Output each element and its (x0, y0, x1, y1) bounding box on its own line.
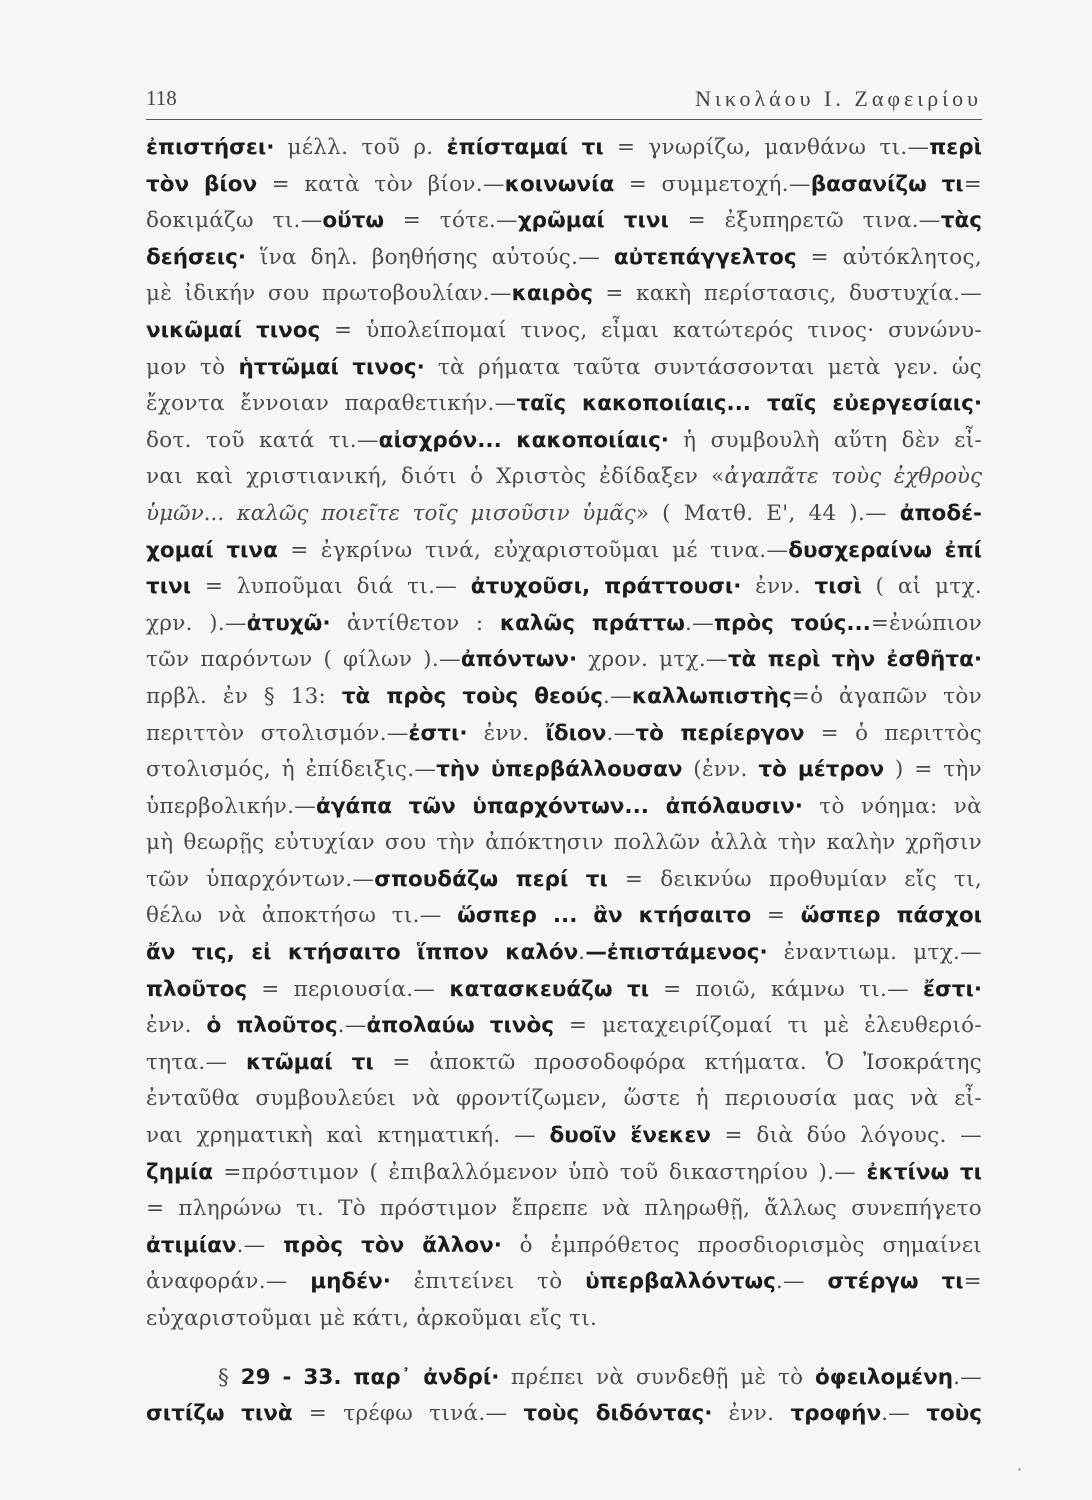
gloss-text: περιττὸν στολισμόν.— (146, 720, 409, 746)
text-line (146, 130, 982, 167)
gloss-text: ναι καὶ χριστιανική, διότι ὁ Χριστὸς ἐδίδαξεν « (146, 464, 725, 490)
gloss-text: εὐχαριστοῦμαι μὲ κάτι, ἀρκοῦμαι εἴς τι. (146, 1306, 598, 1331)
text-line (146, 606, 982, 643)
gloss-text: = συμμετοχή.— (614, 171, 811, 197)
gloss-text: » ( Ματθ. Ε', 44 ).— (635, 500, 900, 526)
gloss-text: = αὐτόκλητος, (796, 244, 982, 270)
lemma-term: δυσχεραίνω ἐπί (788, 537, 983, 563)
lemma-term: ἀγάπα τῶν ὑπαρχόντων... ἀπόλαυσιν· (316, 793, 803, 819)
gloss-text: = ὁ περιττὸς (804, 720, 983, 746)
lemma-term: ὑπερβαλλόντως (585, 1269, 776, 1295)
gloss-text: μον τὸ (146, 354, 239, 380)
gloss-text: ναι χρηματικὴ καὶ κτηματική. — (146, 1123, 550, 1149)
lemma-term: καλῶς πράττω (499, 610, 685, 636)
gloss-text: τὸ νόημα: νὰ (802, 793, 982, 819)
gloss-text: ἐνταῦθα συμβουλεύει νὰ φροντίζωμεν, ὥστε ἡ περιουσία μας νὰ εἶ- (146, 1086, 982, 1112)
quoted-text: ἀγαπᾶτε τοὺς ἐχθροὺς (724, 464, 983, 490)
text-line (146, 1008, 982, 1045)
gloss-text: ἔχοντα ἔννοιαν παραθετικήν.— (146, 391, 517, 417)
lemma-term: νικῶμαί τινος (146, 317, 321, 343)
lemma-term: ἄν τις, εἰ κτήσαιτο ἵππον καλόν (146, 940, 579, 966)
lemma-term: τὰ πρὸς τοὺς θεούς (341, 683, 603, 709)
lemma-term: πρὸς τὸν ἄλλον· (283, 1232, 502, 1258)
text-line (146, 276, 982, 313)
commentary-text (146, 130, 982, 1433)
gloss-text: .— (602, 683, 632, 709)
text-line (146, 167, 982, 204)
gloss-text: ἵνα δηλ. βοηθήσης αὐτούς.— (246, 244, 614, 270)
gloss-text: ἐνν. (467, 720, 546, 746)
lemma-term: —ἐπιστάμενος· (585, 940, 768, 966)
text-line (146, 459, 982, 496)
text-line (146, 716, 982, 753)
lemma-term: ἀτιμίαν (146, 1232, 237, 1258)
text-line (146, 1396, 982, 1433)
lemma-term: καλλωπιστὴς (631, 683, 792, 709)
text-line (146, 533, 982, 570)
text-line (146, 1264, 982, 1301)
gloss-text: ) = τὴν (884, 757, 983, 783)
lemma-term: τὸ περίεργον (635, 720, 805, 746)
gloss-text: μέλλ. τοῦ ρ. (274, 135, 447, 160)
paper-speck (1018, 1468, 1021, 1471)
lemma-term: τὸν βίον (146, 171, 258, 197)
lemma-term: σπουδάζω περί τι (374, 866, 608, 892)
text-line (146, 313, 982, 350)
text-line (146, 423, 982, 460)
lemma-term: περὶ (929, 135, 982, 160)
gloss-text: = ὑπολείπομαί τινος, εἶμαι κατώτερός τινος· συνώνυ- (320, 317, 982, 343)
gloss-text: = δεικνύω προθυμίαν εἴς τι, (607, 866, 982, 892)
gloss-text: .— (881, 1401, 927, 1427)
gloss-text: = περιουσία.— (247, 976, 450, 1002)
gloss-text: .— (337, 1013, 367, 1039)
gloss-text: = ἐξυπηρετῶ τινα.— (668, 208, 941, 234)
lemma-term: ἡττῶμαί τινος· (238, 354, 425, 380)
lemma-term: δυοῖν ἕνεκεν (549, 1123, 711, 1149)
gloss-text: = τρέφω τινά.— (292, 1401, 524, 1427)
gloss-text: ( αἱ μτχ. (861, 574, 982, 600)
gloss-text: = (963, 171, 983, 197)
lemma-term: ὥσπερ ... ἂν κτήσαιτο (457, 903, 752, 929)
gloss-text: = μεταχειρίζομαί τι μὲ ἐλευθεριό- (554, 1013, 982, 1039)
gloss-text: = τότε.— (384, 208, 518, 234)
text-line (146, 386, 982, 423)
gloss-text: . (578, 940, 586, 966)
gloss-text: .— (685, 610, 714, 636)
text-line (146, 569, 982, 606)
lemma-term: ζημία (146, 1159, 213, 1185)
lemma-term: δεήσεις· (146, 244, 247, 270)
lemma-term: πρὸς τούς... (713, 610, 871, 636)
lemma-term: οὕτω (322, 208, 385, 234)
gloss-text: πρβλ. ἐν § 13: (146, 683, 342, 709)
gloss-text: = λυποῦμαι διά τι.— (191, 574, 471, 600)
gloss-text: =πρόστιμον ( ἐπιβαλλόμενον ὑπὸ τοῦ δικαστηρίου ).— (212, 1159, 867, 1185)
text-line (146, 862, 982, 899)
lemma-term: ὁ πλοῦτος (206, 1013, 338, 1039)
gloss-text: ὑπερβολικήν.— (146, 793, 317, 819)
text-line (146, 1118, 982, 1155)
lemma-term: τινι (146, 574, 192, 600)
gloss-text: ἐναντιωμ. μτχ.— (767, 940, 982, 966)
lemma-term: στέργω τι (827, 1269, 964, 1295)
gloss-text: = ἀποκτῶ προσοδοφόρα κτήματα. Ὁ Ἰσοκράτης (373, 1049, 982, 1075)
lemma-term: τὸ μέτρον (758, 757, 885, 783)
lemma-term: ἀποδέ- (899, 500, 982, 526)
lemma-term: χρῶμαί τινι (517, 208, 669, 234)
lemma-term: κοινωνία (504, 171, 615, 197)
gloss-text: μὴ θεωρῇς εὐτυχίαν σου τὴν ἀπόκτησιν πολλῶν ἀλλὰ τὴν καλὴν χρῆσιν (146, 830, 982, 856)
text-line (146, 935, 982, 972)
text-line (146, 1228, 982, 1265)
gloss-text: ἐνν. (146, 1013, 207, 1039)
gloss-text: ἐνν. (741, 574, 815, 600)
gloss-text: .— (606, 720, 636, 746)
lemma-term: σιτίζω τινὰ (146, 1401, 293, 1427)
lemma-term: ἴδιον (545, 720, 607, 746)
lemma-term: τὰ περὶ τὴν ἐσθῆτα· (727, 647, 983, 673)
text-line (146, 496, 982, 533)
lemma-term: τροφήν (790, 1401, 882, 1427)
quoted-text: ὑμῶν... καλῶς ποιεῖτε τοῖς μισοῦσιν ὑμᾶς (146, 500, 636, 526)
paragraph-gap (146, 1338, 982, 1360)
gloss-text: = (751, 903, 801, 929)
lemma-term: ταῖς κακοποιίαις... ταῖς εὐεργεσίαις· (516, 391, 983, 417)
lemma-term: κατασκευάζω τι (449, 976, 650, 1002)
gloss-text: δοκιμάζω τι.— (146, 208, 323, 234)
lemma-term: ἀτυχῶ· (246, 610, 331, 636)
lemma-term: τὴν ὑπερβάλλουσαν (436, 757, 683, 783)
lemma-term: ἀπολαύω τινὸς (366, 1013, 555, 1039)
lemma-term: κτῶμαί τι (245, 1049, 374, 1075)
gloss-text: § (218, 1364, 241, 1390)
lemma-term: πλοῦτος (146, 976, 248, 1002)
lemma-term: ὀφειλομένη (815, 1364, 954, 1390)
gloss-text: ὁ ἐμπρόθετος προσδιορισμὸς σημαίνει (501, 1232, 982, 1258)
lemma-term: ἐκτίνω τι (866, 1159, 982, 1185)
gloss-text: ἡ συμβουλὴ αὕτη δὲν εἶ- (668, 427, 982, 453)
lemma-term: τὰς (940, 208, 982, 234)
gloss-text: = ποιῶ, κάμνω τι.— (649, 976, 924, 1002)
lemma-term: χομαί τινα (146, 537, 278, 563)
lemma-term: ἔστι· (923, 976, 982, 1002)
lemma-term: ἀπόντων· (460, 647, 578, 673)
running-head-author: Νικολάου Ι. Ζαφειρίου (695, 86, 982, 111)
gloss-text: = κατὰ τὸν βίον.— (257, 171, 505, 197)
lemma-term: μηδέν· (310, 1269, 391, 1295)
gloss-text: μὲ ἰδικήν σου πρωτοβουλίαν.— (146, 281, 512, 307)
lemma-term: ὥσπερ πάσχοι (800, 903, 982, 929)
lemma-term: ἐστι· (408, 720, 468, 746)
gloss-text: δοτ. τοῦ κατά τι.— (146, 427, 379, 453)
running-head (146, 86, 982, 116)
header-rule (146, 119, 982, 120)
lemma-term: τοὺς (926, 1401, 983, 1427)
page-number: 118 (146, 86, 177, 110)
text-line (146, 679, 982, 716)
gloss-text: ἀντίθετον : (330, 610, 500, 636)
lemma-term: αἰσχρόν... κακοποιίαις· (378, 427, 669, 453)
gloss-text: =ὁ ἀγαπῶν τὸν (791, 683, 982, 709)
lemma-term: ἐπιστήσει· (146, 135, 275, 160)
paragraph-section-29-33 (146, 1360, 982, 1433)
lemma-term: τοὺς διδόντας· (523, 1401, 713, 1427)
lemma-term: αὐτεπάγγελτος (613, 244, 797, 270)
gloss-text: = διὰ δύο λόγους. — (710, 1123, 982, 1149)
gloss-text: .— (953, 1364, 982, 1390)
gloss-text: = γνωρίζω, μανθάνω τι.— (603, 135, 930, 160)
gloss-text: ἀναφοράν.— (146, 1269, 311, 1295)
lemma-term: τισὶ (814, 574, 862, 600)
text-line (146, 752, 982, 789)
gloss-text: τὰ ρήματα ταῦτα συντάσσονται μετὰ γεν. ὡς (424, 354, 982, 380)
text-line (146, 1360, 982, 1397)
gloss-text: τῶν ὑπαρχόντων.— (146, 866, 375, 892)
gloss-text: = πληρώνω τι. Τὸ πρόστιμον ἔπρεπε νὰ πληρωθῇ, ἄλλως συνεπήγετο (146, 1196, 982, 1222)
text-line (146, 1081, 982, 1118)
text-line (146, 1045, 982, 1082)
gloss-text: στολισμός, ἡ ἐπίδειξις.— (146, 757, 437, 783)
gloss-text: = (963, 1269, 982, 1295)
gloss-text: θέλω νὰ ἀποκτήσω τι.— (146, 903, 458, 929)
text-line (146, 972, 982, 1009)
lemma-term: ἀτυχοῦσι, πράττουσι· (470, 574, 742, 600)
gloss-text: ἐνν. (712, 1401, 791, 1427)
gloss-text: (ἐνν. (682, 757, 759, 783)
text-line (146, 898, 982, 935)
gloss-text: πρέπει νὰ συνδεθῇ μὲ τὸ (499, 1364, 815, 1390)
paragraph-main (146, 130, 982, 1338)
lemma-term: βασανίζω τι (810, 171, 964, 197)
lemma-term: ἐπίσταμαί τι (446, 135, 604, 160)
text-line (146, 642, 982, 679)
text-line (146, 1191, 982, 1228)
text-line (146, 203, 982, 240)
gloss-text: = ἐγκρίνω τινά, εὐχαριστοῦμαι μέ τινα.— (277, 537, 789, 563)
gloss-text: χρν. ).— (146, 610, 247, 636)
gloss-text: =ἐνώπιον (870, 610, 982, 636)
gloss-text: τῶν παρόντων ( φίλων ).— (146, 647, 461, 673)
gloss-text: χρον. μτχ.— (577, 647, 728, 673)
text-line (146, 825, 982, 862)
text-line (146, 350, 982, 387)
text-line (146, 789, 982, 826)
lemma-term: καιρὸς (511, 281, 593, 307)
gloss-text: .— (775, 1269, 828, 1295)
gloss-text: τητα.— (146, 1049, 246, 1075)
lemma-term: 29 - 33. παρ᾽ ἀνδρί· (240, 1364, 500, 1390)
gloss-text: .— (236, 1232, 284, 1258)
text-line (146, 1301, 982, 1338)
gloss-text: = κακὴ περίστασις, δυστυχία.— (592, 281, 982, 307)
text-line (146, 1155, 982, 1192)
text-line (146, 240, 982, 277)
gloss-text: ἐπιτείνει τὸ (390, 1269, 586, 1295)
